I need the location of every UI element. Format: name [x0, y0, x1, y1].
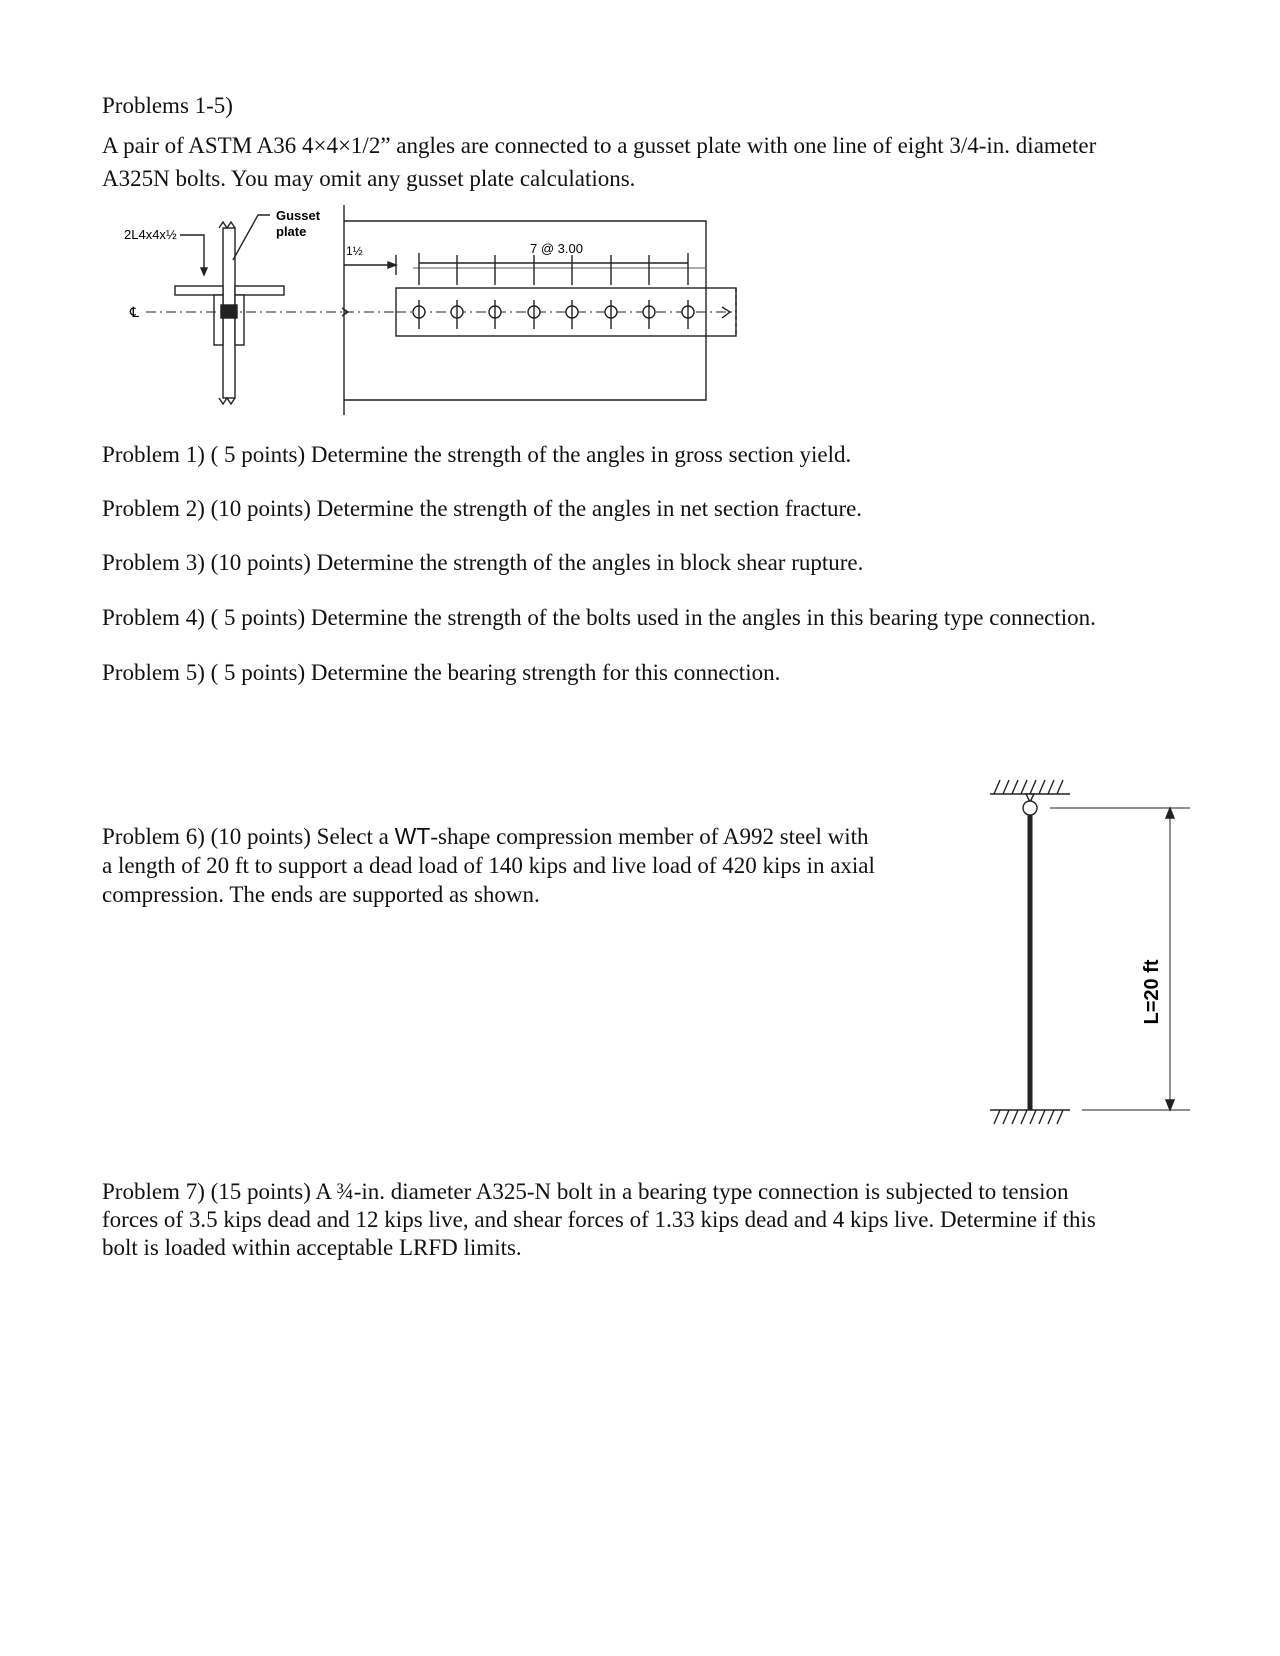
wt-shape-term: WT [394, 823, 431, 849]
column-figure [970, 770, 1210, 1180]
bolt-hole-3 [489, 300, 501, 329]
problems-heading: Problems 1-5) [102, 93, 233, 118]
angle-vertical-leg-left [214, 295, 223, 345]
problem-7-line-3: bolt is loaded within acceptable LRFD limits. [102, 1235, 522, 1260]
problem-6-line-3: compression. The ends are supported as shown. [102, 882, 540, 907]
gusset-label-leader [233, 215, 270, 260]
bolt-hole-2 [451, 300, 463, 329]
gusset-label-line1: Gusset [276, 208, 321, 223]
intro-line-1: A pair of ASTM A36 4×4×1/2” angles are connected to a gusset plate with one line of eight 3/4-in. diameter [102, 133, 1097, 158]
problem-5: Problem 5) ( 5 points) Determine the bearing strength for this connection. [102, 660, 781, 685]
gusset-label-line2: plate [276, 224, 307, 239]
bottom-hatching [994, 1110, 1063, 1124]
section-label-leader [180, 235, 204, 275]
length-label: L=20 ft [1141, 959, 1163, 1025]
bolt-hole-7 [643, 300, 655, 329]
problem-4: Problem 4) ( 5 points) Determine the strength of the bolts used in the angles in this bearing type connection. [102, 605, 1096, 630]
bolt-hole-5 [566, 300, 578, 329]
bolt-hole-1 [413, 300, 425, 329]
spacing-label: 7 @ 3.00 [530, 241, 583, 256]
centerline-symbol: ℄ [130, 304, 139, 320]
angle-leg-left [175, 286, 223, 295]
bolt-hole-6 [605, 300, 617, 329]
section-label: 2L4x4x½ [124, 227, 177, 242]
problem-7-line-1: Problem 7) (15 points) A ¾-in. diameter A325-N bolt in a bearing type connection is subjected to tension [102, 1179, 1069, 1204]
top-hatching [994, 780, 1063, 794]
angle-leg-right [235, 286, 284, 295]
problem-6-line-1: Problem 6) (10 points) Select a WT-shape compression member of A992 steel with [102, 823, 869, 849]
intro-line-2: A325N bolts. You may omit any gusset plate calculations. [102, 166, 636, 191]
problem-3: Problem 3) (10 points) Determine the strength of the angles in block shear rupture. [102, 550, 864, 575]
bolt-hole-8 [682, 300, 694, 329]
spacing-ticks [419, 253, 688, 285]
pin-joint [1023, 801, 1037, 815]
problem-6-line-2: a length of 20 ft to support a dead load of 140 kips and live load of 420 kips in axial [102, 853, 875, 878]
bolt-hole-4 [528, 300, 540, 329]
problem-2: Problem 2) (10 points) Determine the strength of the angles in net section fracture. [102, 496, 863, 521]
problem-1: Problem 1) ( 5 points) Determine the strength of the angles in gross section yield. [102, 442, 852, 467]
angle-vertical-leg-right [235, 295, 244, 345]
bolt-holes [413, 300, 694, 329]
problem-7-line-2: forces of 3.5 kips dead and 12 kips live, and shear forces of 1.33 kips dead and 4 kips live. Determine if this [102, 1207, 1096, 1232]
connection-figure [110, 205, 790, 440]
edge-distance-label: 1½ [346, 244, 363, 258]
